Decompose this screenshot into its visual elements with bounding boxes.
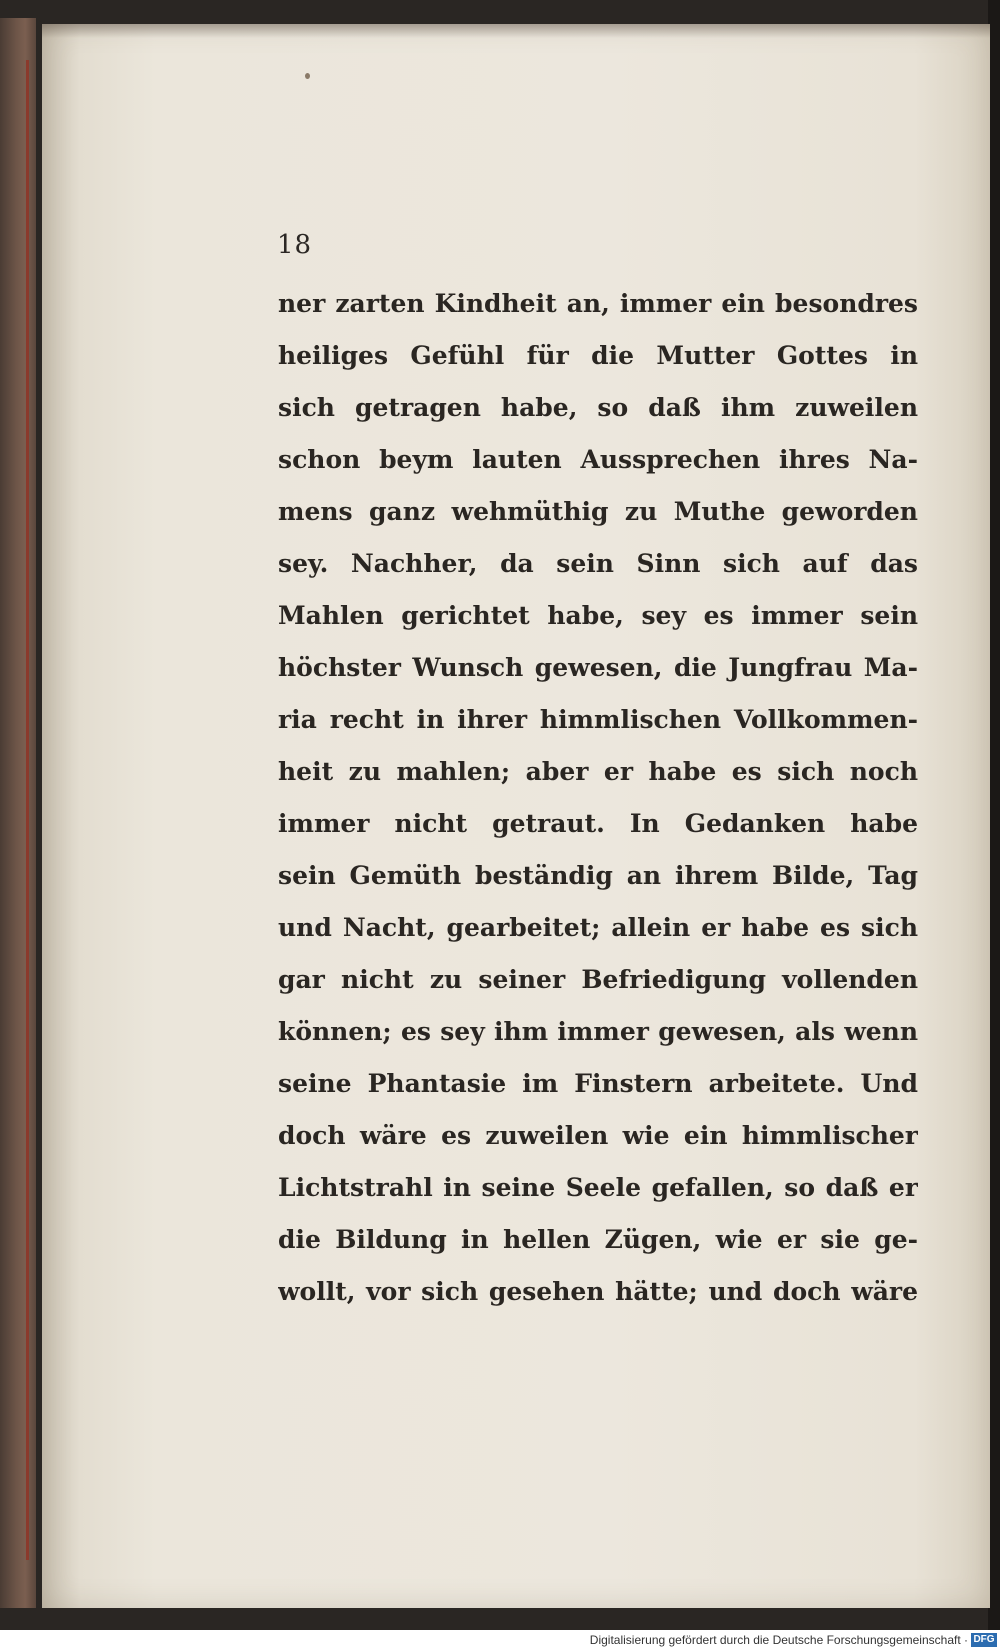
text-line: schon beym lauten Aussprechen ihres Na-	[278, 445, 918, 474]
footer-bar	[0, 1630, 1000, 1651]
page-text	[278, 278, 918, 1318]
text-line: können; es sey ihm immer gewesen, als wenn	[278, 1017, 918, 1046]
text-line: Lichtstrahl in seine Seele gefallen, so daß er	[278, 1173, 918, 1202]
funding-credit: Digitalisierung gefördert durch die Deutsche Forschungsgemeinschaft ·	[589, 1633, 968, 1647]
text-line: seine Phantasie im Finstern arbeitete. Und	[278, 1069, 918, 1098]
text-line: sich getragen habe, so daß ihm zuweilen	[278, 393, 918, 422]
text-line: ner zarten Kindheit an, immer ein besondres	[278, 289, 918, 318]
text-line: sey. Nachher, da sein Sinn sich auf das	[278, 549, 918, 578]
text-line: und Nacht, gearbeitet; allein er habe es sich	[278, 913, 918, 942]
text-line: heit zu mahlen; aber er habe es sich noch	[278, 757, 918, 786]
text-line: immer nicht getraut. In Gedanken habe	[278, 809, 918, 838]
text-line: Mahlen gerichtet habe, sey es immer sein	[278, 601, 918, 630]
ink-speck	[305, 73, 310, 79]
text-line: mens ganz wehmüthig zu Muthe geworden	[278, 497, 918, 526]
page-number: 18	[277, 230, 313, 260]
text-line: sein Gemüth beständig an ihrem Bilde, Tag	[278, 861, 918, 890]
text-line: die Bildung in hellen Zügen, wie er sie ge-	[278, 1225, 918, 1254]
dfg-logo: DFG	[971, 1633, 997, 1647]
text-line: heiliges Gefühl für die Mutter Gottes in	[278, 341, 918, 370]
text-line: ria recht in ihrer himmlischen Vollkommen-	[278, 705, 918, 734]
text-line: wollt, vor sich gesehen hätte; und doch wäre	[278, 1277, 918, 1306]
text-line: doch wäre es zuweilen wie ein himmlischer	[278, 1121, 918, 1150]
text-line: gar nicht zu seiner Befriedigung vollenden	[278, 965, 918, 994]
text-line: höchster Wunsch gewesen, die Jungfrau Ma-	[278, 653, 918, 682]
spine-edge	[26, 60, 29, 1560]
page-shadow	[42, 24, 990, 38]
book-spine	[0, 18, 36, 1608]
